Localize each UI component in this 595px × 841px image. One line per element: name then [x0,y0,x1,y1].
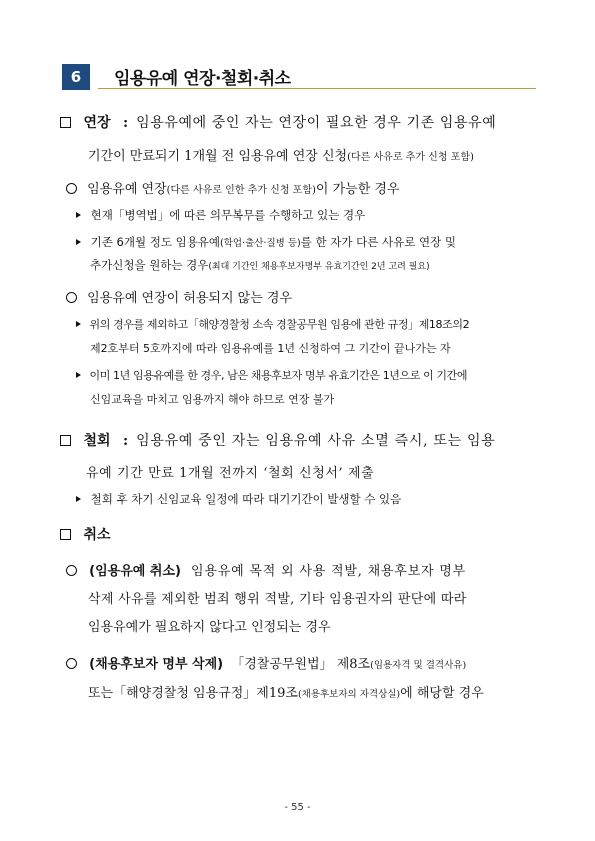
cancellation-item-2-line2c: 에 해당할 경우 [400,686,484,701]
square-bullet-icon [60,435,71,446]
extension-allowed-bullet-2 [76,234,456,250]
extension-allowed-bullet-2-line2-note: (최대 기간인 채용후보자명부 유효기간인 2년 고려 필요) [208,262,430,272]
extension-allowed-bullet-2-a: 기존 6개월 정도 임용유예 [90,235,221,249]
square-bullet-icon [60,117,71,128]
circle-bullet-icon [66,183,77,194]
cancellation-item-2-line2 [88,682,484,701]
cancellation-item-2-line2a: 또는「해양경찰청 임용규정」제19조 [88,686,298,701]
withdrawal-line1: 임용유예 중인 자는 임용유예 사유 소멸 즉시, 또는 임용 [136,433,496,449]
extension-allowed-text-c: 이 가능한 경우 [315,182,400,197]
cancellation-item-1-bold: (임용유예 취소) [89,564,181,579]
section-title: 임용유예 연장·철회·취소 [114,69,291,89]
extension-line1: 임용유예에 중인 자는 연장이 필요한 경우 기존 임용유예 [136,115,497,131]
extension-denied-bullet-2-line2: 신임교육을 마치고 임용까지 해야 하므로 연장 불가 [90,393,335,406]
withdrawal-heading-line [60,430,495,450]
extension-line2-main: 기간이 만료되기 1개월 전 임용유예 연장 신청 [88,149,348,164]
withdrawal-bullet-1-text: 철회 후 차기 신임교육 일정에 따라 대기기간이 발생할 수 있음 [90,492,402,506]
triangle-bullet-icon [76,212,81,218]
extension-denied-bullet-1-line1: 위의 경우를 제외하고「해양경찰청 소속 경찰공무원 임용에 관한 규정」제18조의2 [89,318,470,331]
withdrawal-label: 철회 [83,433,111,449]
triangle-bullet-icon [76,496,81,502]
cancellation-heading-line [60,524,111,544]
circle-bullet-icon [66,565,77,576]
page-number: - 55 - [284,802,311,813]
cancellation-item-2-line1a: 「경찰공무원법」 제8조 [231,657,371,672]
extension-denied-text: 임용유예 연장이 허용되지 않는 경우 [87,291,293,306]
extension-allowed-text-a: 임용유예 연장 [87,182,167,197]
square-bullet-icon [60,529,71,540]
triangle-bullet-icon [76,321,81,327]
extension-allowed-bullet-2-line2-a: 추가신청을 원하는 경우 [90,258,209,272]
withdrawal-colon: : [122,433,129,449]
title-underline [98,88,536,89]
triangle-bullet-icon [76,239,81,245]
cancellation-item-1-line1: 임용유예 목적 외 사용 적발, 채용후보자 명부 [191,564,467,579]
section-number-badge: 6 [62,64,90,90]
circle-bullet-icon [66,292,77,303]
extension-line2-note: (다른 사유로 추가 신청 포함) [347,152,474,163]
extension-denied-bullet-2 [76,367,467,383]
cancellation-item-2-line2-note: (채용후보자의 자격상실) [297,689,401,700]
triangle-bullet-icon [76,372,81,378]
extension-allowed-bullet-1 [76,207,365,223]
extension-allowed-bullet-2-note: (학업·출산·질병 등) [220,238,301,249]
cancellation-item-2 [66,653,466,672]
extension-allowed-bullet-1-text: 현재「병역법」에 따른 의무복무를 수행하고 있는 경우 [90,208,366,222]
cancellation-label: 취소 [83,527,111,543]
extension-denied-bullet-1-line2: 제2호부터 5호까지에 따라 임용유예를 1년 신청하여 그 기간이 끝나가는 자 [90,342,451,355]
extension-label: 연장 [83,115,111,131]
extension-heading-line [60,112,496,132]
extension-denied-bullet-1 [76,316,469,332]
extension-line2 [88,145,474,164]
cancellation-item-2-line1-note: (임용자격 및 결격사유) [370,660,467,671]
cancellation-item-1-line3: 임용유예가 필요하지 않다고 인정되는 경우 [88,620,331,635]
extension-denied-bullet-2-line1: 이미 1년 임용유예를 한 경우, 남은 채용후보자 명부 유효기간은 1년으로 이 기간에 [89,369,468,382]
extension-colon: : [122,115,129,131]
withdrawal-line2: 유예 기간 만료 1개월 전까지 ‘철회 신청서’ 제출 [86,466,375,481]
withdrawal-bullet-1 [76,491,401,507]
circle-bullet-icon [66,658,77,669]
cancellation-item-1 [66,560,466,579]
extension-allowed-bullet-2-line2 [90,257,430,273]
extension-allowed-note: (다른 사유로 인한 추가 신청 포함) [166,185,316,196]
cancellation-item-1-line2: 삭제 사유를 제외한 범죄 행위 적발, 기타 임용권자의 판단에 따라 [88,592,467,607]
cancellation-item-2-bold: (채용후보자 명부 삭제) [89,657,224,672]
extension-denied-item [66,287,292,306]
extension-allowed-item [66,178,400,197]
extension-allowed-bullet-2-c: 를 한 자가 다른 사유로 연장 및 [300,235,456,249]
